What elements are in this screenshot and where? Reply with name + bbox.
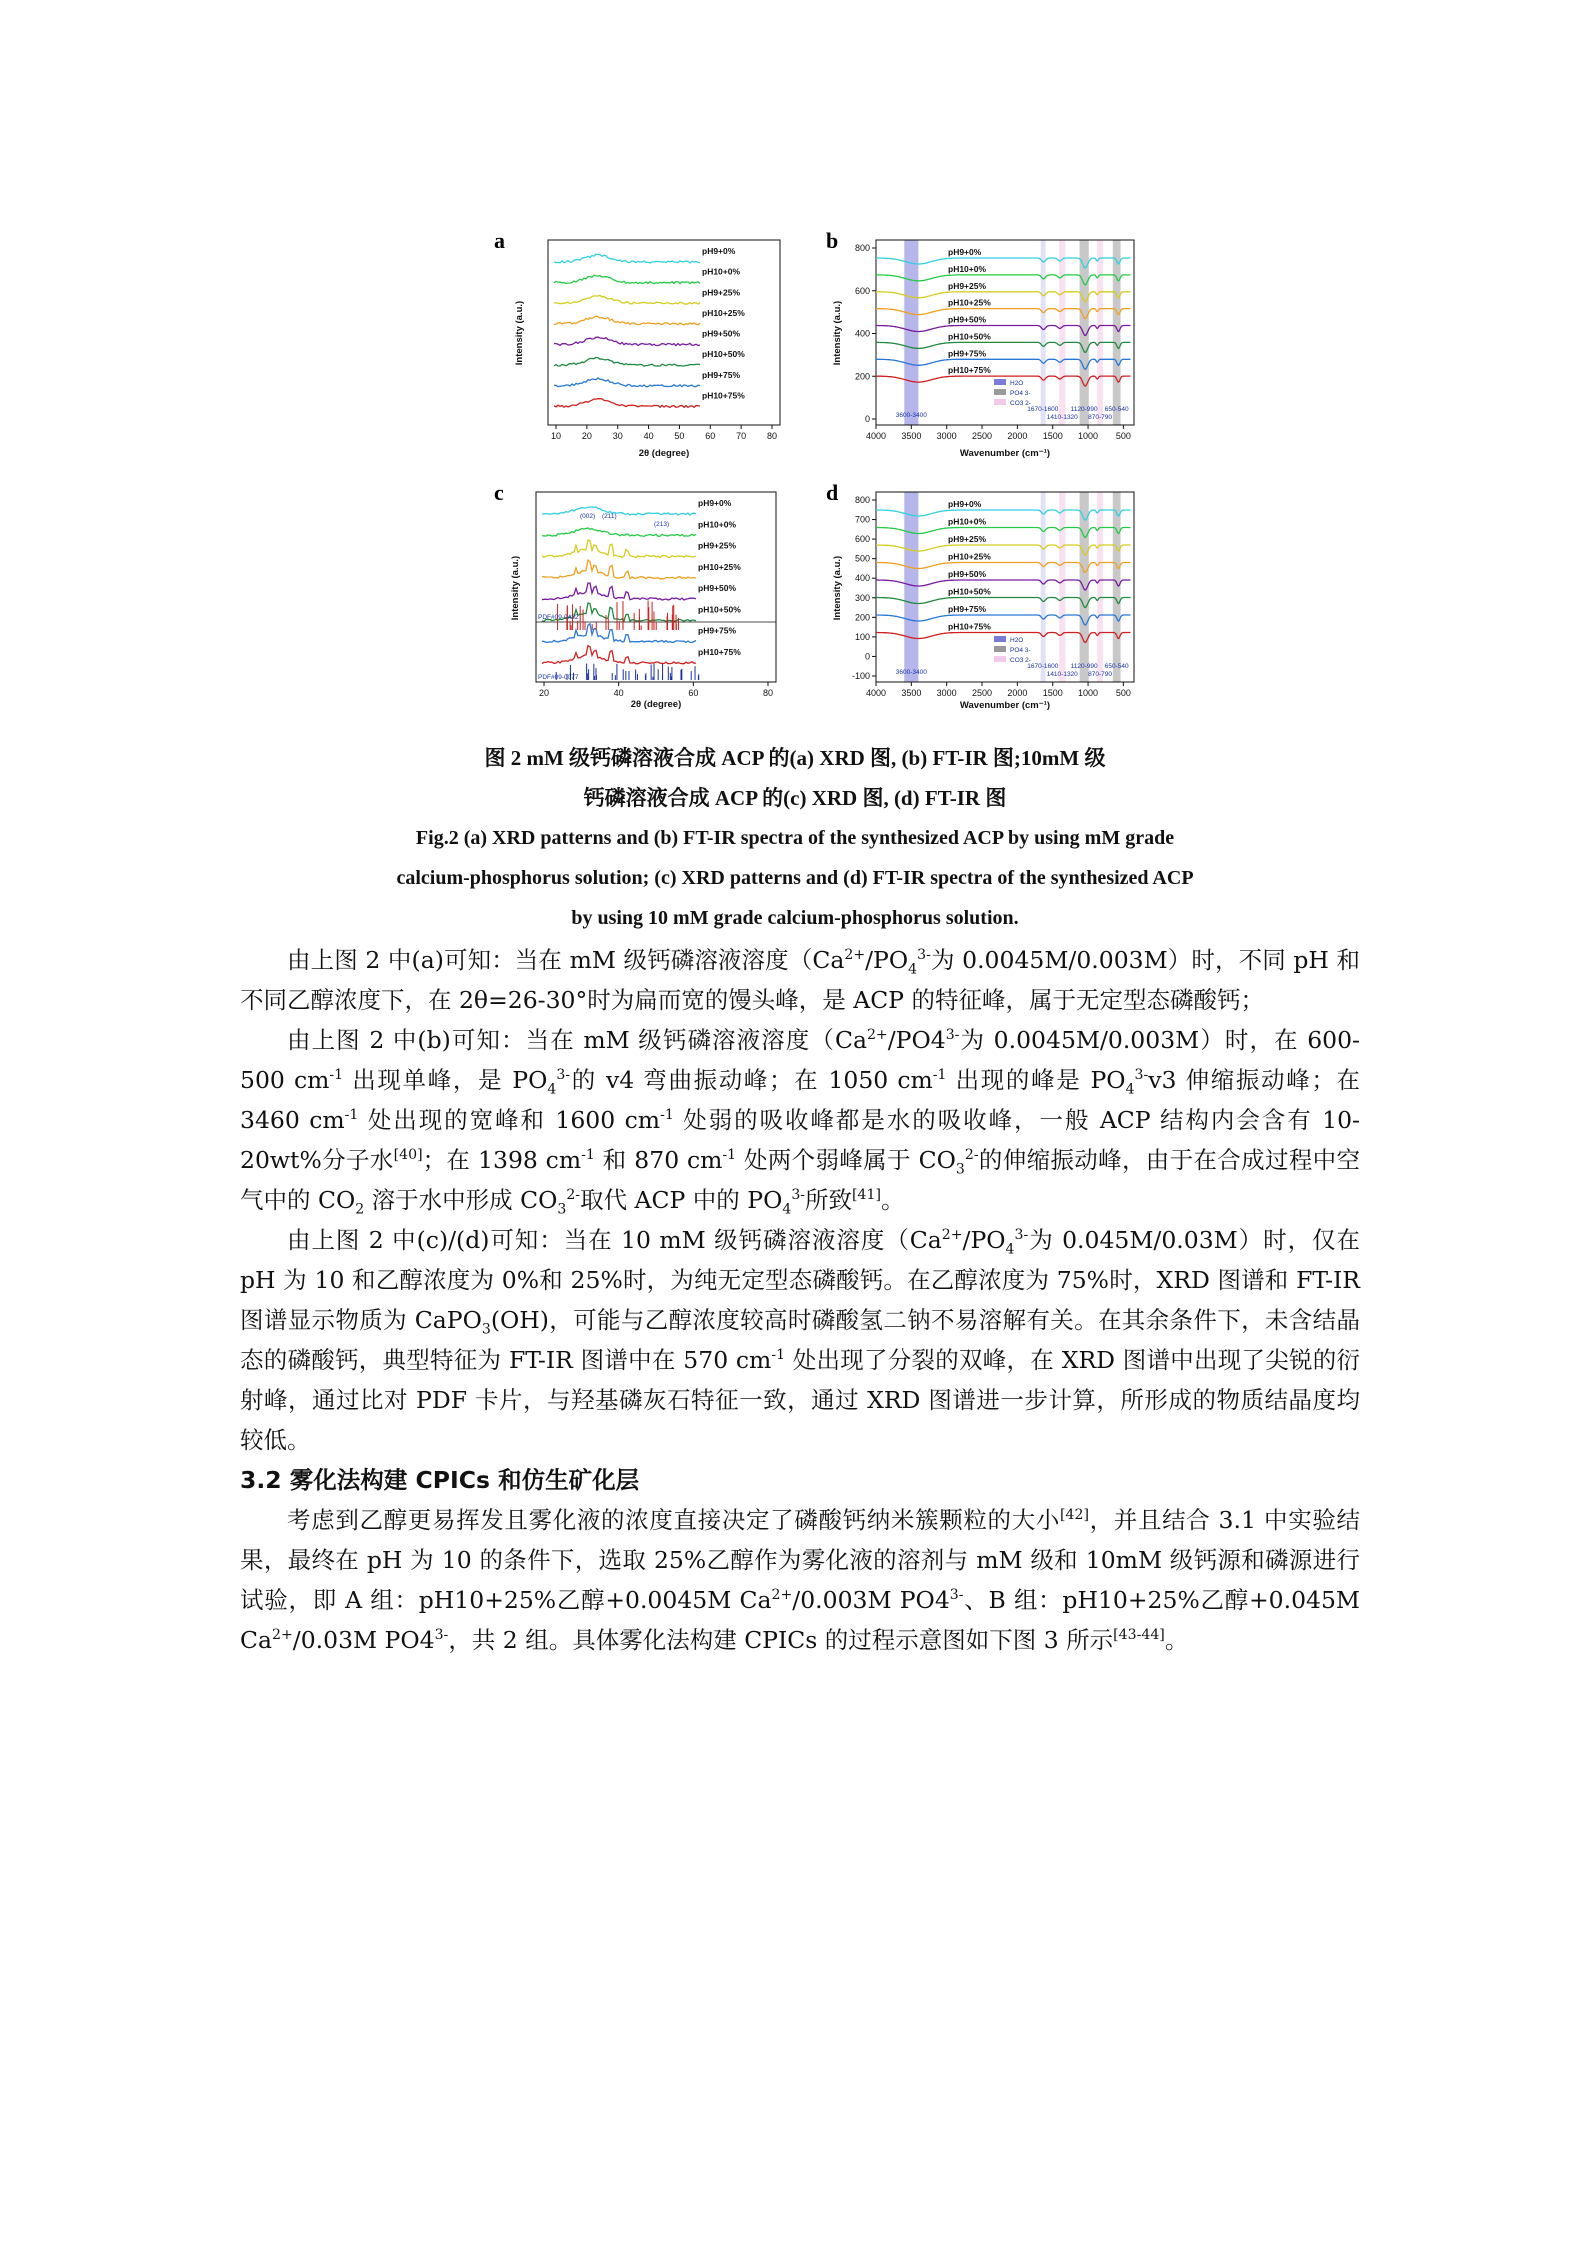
paragraph-xrd-mm: 由上图 2 中(a)可知：当在 mM 级钙磷溶液溶度（$Ca^{2+}/PO_4^{3-}$为 0.0045M/0.003M）时，不同 pH 和不同乙醇浓度下，在 2θ=26-30°时为扁而宽的馒头峰，是 ACP 的特征峰，属于无定型态磷酸钙； [240,946,1361,1014]
y-tick-label: 100 [854,631,870,642]
x-tick-label: 20 [581,431,592,441]
y-tick-label: 300 [854,592,870,603]
panel-a-plot [488,228,808,463]
xrd-curve-7 [554,378,700,387]
x-axis-label: 2θ (degree) [630,699,682,710]
band-label: 1410-1320 [1046,414,1078,421]
band-label: 1120-990 [1070,406,1098,413]
legend [994,636,1031,664]
xrd-curve-2 [542,528,696,536]
series-label: pH10+75% [698,646,741,657]
legend-swatch [994,636,1006,642]
x-tick-label: 2500 [972,688,993,698]
series-label: pH10+75% [948,621,991,632]
peak-label: (213) [654,521,670,528]
xrd-curve-6 [554,357,700,366]
x-tick-label: 500 [1115,431,1131,441]
caption-en-line3: by using 10 mM grade calcium-phosphorus solution. [571,907,1019,929]
series-label: pH10+50% [702,349,745,360]
series-label: pH9+25% [948,280,987,291]
band-label: 650-540 [1104,406,1129,413]
x-tick-label: 4000 [865,688,887,698]
x-tick-label: 40 [613,688,624,698]
series-label: pH9+0% [702,246,736,256]
legend-label: PO4 3- [1010,390,1031,397]
y-tick-label: 800 [854,243,870,253]
series-labels [698,498,741,657]
x-tick-label: 3500 [901,688,922,698]
legend-swatch [994,379,1006,385]
absorption-band [1113,240,1121,425]
absorption-band [904,492,918,682]
y-tick-label: 0 [864,414,870,424]
series-label: pH10+50% [698,604,741,615]
absorption-band [1113,492,1121,682]
y-tick-label: 600 [854,285,870,296]
pdf-label: PDF#09-0432 [538,614,579,621]
x-axis-label: 2θ (degree) [638,448,690,459]
series-label: pH9+50% [948,569,987,579]
series-label: pH10+0% [948,516,987,527]
series-label: pH10+0% [948,263,987,274]
x-tick-label: 60 [705,431,716,441]
y-tick-label: 200 [854,371,870,382]
x-tick-label: 50 [674,431,685,441]
series-label: pH9+25% [702,287,741,298]
panel-d [820,480,1140,715]
xrd-curve-8 [542,646,696,664]
legend-label: PO4 3- [1010,647,1031,654]
x-tick-label: 1000 [1078,431,1099,441]
absorption-band [904,240,918,425]
x-tick-label: 20 [538,688,550,698]
series-label: pH10+25% [948,297,991,308]
panel-letter: c [494,480,504,505]
y-tick-label: 400 [854,328,870,339]
legend-label: CO3 2- [1010,400,1031,407]
band-label: 870-790 [1088,671,1113,678]
x-axis-label: Wavenumber (cm⁻¹) [959,448,1051,459]
x-tick-label: 4000 [865,431,887,441]
band-labels [896,663,1129,678]
caption-zh-line1: 图 2 mM 级钙磷溶液合成 ACP 的(a) XRD 图, (b) FT-IR 图;10mM 级 [484,746,1106,770]
y-axis-label: Intensity (a.u.) [514,300,525,366]
legend-label: H2O [1010,380,1024,387]
x-tick-label: 3000 [936,431,957,441]
legend-swatch [994,389,1006,395]
panel-letter: d [826,480,839,505]
xrd-curve-4 [542,560,696,579]
legend [994,379,1031,407]
series-label: pH10+25% [702,307,745,318]
section-heading: 3.2 雾化法构建 CPICs 和仿生矿化层 [240,1466,640,1494]
absorption-band [1097,492,1103,682]
y-axis-label: Intensity (a.u.) [510,555,521,621]
xrd-curve-5 [554,337,700,346]
citation: [43-44] [1113,1627,1165,1644]
caption-en-line1: Fig.2 (a) XRD patterns and (b) FT-IR spectra of the synthesized ACP by using mM grade [415,827,1175,849]
body-text [240,940,1360,1660]
x-tick-label: 2000 [1007,688,1028,698]
xrd-curves [554,254,700,407]
series-labels [948,499,991,632]
band-labels [896,406,1129,421]
series-label: pH10+50% [948,331,991,342]
series-label: pH9+25% [698,540,737,551]
xrd-curve-3 [542,540,696,557]
x-tick-label: 3000 [936,688,957,698]
y-tick-label: 700 [854,514,870,525]
xrd-curve-4 [554,316,700,325]
series-label: pH10+75% [702,390,745,401]
y-tick-label: 800 [854,495,870,505]
absorption-band [1041,492,1046,682]
xrd-curve-2 [554,275,700,284]
caption-en-line2: calcium-phosphorus solution; (c) XRD patterns and (d) FT-IR spectra of the synthesized ACP [396,867,1194,889]
paragraph-10mm: 由上图 2 中(c)/(d)可知：当在 10 mM 级钙磷溶液溶度（$Ca^{2+}/PO_4^{3-}$为 0.045M/0.03M）时，仅在 pH 为 10 和乙醇浓度为 0%和 25%时，为纯无定型态磷酸钙。在乙醇浓度为 75%时，XRD 图谱和 FT-IR 图谱显示物质为 CaPO$_3$(OH)，可能与乙醇浓度较高时磷酸氢二钠不易溶解有关。在其余条件下，未含结晶态的磷酸钙，典型特征为 FT-IR 图谱中在 570 $cm^{-1}$ 处出现了分裂的双峰，在 XRD 图谱中出现了尖锐的衍射峰，通过比对 PDF 卡片，与羟基磷灰石特征一致，通过 XRD 图谱进一步计算，所形成的物质结晶度均较低。 [240,1226,1360,1454]
x-tick-label: 1000 [1078,688,1099,698]
y-tick-label: 400 [854,573,870,584]
paragraph-ftir-mm: 由上图 2 中(b)可知：当在 mM 级钙磷溶液溶度（$Ca^{2+}/PO4^{3-}$为 0.0045M/0.003M）时，在 600-500 $cm^{-1}$ 出现单峰，是 $PO_4^{3-}$的 v4 弯曲振动峰；在 1050 $cm^{-1}$ 出现的峰是 $PO_4^{3-}v3$ 伸缩振动峰；在 3460 $cm^{-1}$ 处出现的宽峰和 1600 $cm^{-1}$ 处弱的吸收峰都是水的吸收峰，一般 ACP 结构内会含有 10-20wt%分子水[40]；在 1398 $cm^{-1}$ 和 870 $cm^{-1}$ 处两个弱峰属于 $CO_3^{2-}$的伸缩振动峰，由于在合成过程中空气中的 $CO_2$ 溶于水中形成 $CO_3^{2-}$取代 ACP 中的 $PO_4^{3-}$所致[41]。 [240,1026,1360,1218]
x-tick-label: 30 [612,431,623,441]
y-tick-label: 500 [854,553,870,564]
y-tick-label: -100 [851,671,870,681]
series-label: pH9+0% [948,499,982,509]
legend-label: H2O [1010,637,1024,644]
series-label: pH9+25% [948,534,987,544]
pdf-label: PDF#09-0077 [538,674,579,681]
x-tick-labels [551,425,777,441]
x-tick-label: 80 [766,431,778,441]
legend-swatch [994,646,1006,652]
x-tick-labels [539,682,773,698]
y-tick-label: 200 [854,612,870,623]
x-axis-label: Wavenumber (cm⁻¹) [959,700,1051,711]
band-label: 1120-990 [1070,663,1098,670]
panel-c [488,480,808,715]
y-axis-label: Intensity (a.u.) [832,300,843,366]
xrd-curve-8 [554,399,700,408]
panel-letter: b [826,228,839,253]
x-tick-label: 70 [736,431,747,441]
series-label: pH10+75% [948,365,991,376]
series-label: pH9+75% [948,604,987,614]
legend-swatch [994,656,1006,662]
band-label: 3600-3400 [895,412,927,419]
series-label: pH9+0% [948,247,982,257]
x-tick-label: 3500 [901,431,922,441]
panel-b-plot [820,228,1140,463]
panel-letter: a [494,228,505,253]
absorption-band [1041,240,1046,425]
absorption-band [1097,240,1103,425]
paragraph-atomization: 考虑到乙醇更易挥发且雾化液的浓度直接决定了磷酸钙纳米簇颗粒的大小[42]，并且结合 3.1 中实验结果，最终在 pH 为 10 的条件下，选取 25%乙醇作为雾化液的溶剂与 mM 级和 10mM 级钙源和磷源进行试验，即 A 组：pH10+25%乙醇+0.0045M $Ca^{2+}/0.003M$ $PO4^{3-}$、B 组：pH10+25%乙醇+0.045M $Ca^{2+}/0.03M$ $PO4^{3-}$，共 2 组。具体雾化法构建 CPICs 的过程示意图如下图 3 所示[43-44]。 [240,1506,1361,1654]
x-tick-label: 1500 [1042,431,1063,441]
panel-d-plot [820,480,1140,715]
absorption-band [1059,240,1065,425]
xrd-curve-3 [554,295,700,304]
series-label: pH10+0% [702,266,741,277]
y-tick-label: 0 [864,651,870,662]
legend-swatch [994,399,1006,405]
band-shading [904,240,1120,425]
citation: [42] [1060,1507,1089,1524]
x-tick-label: 60 [688,688,699,698]
xrd-curves [542,507,696,664]
xrd-curve-5 [542,583,696,600]
band-label: 870-790 [1088,414,1113,421]
caption-zh-line2: 钙磷溶液合成 ACP 的(c) XRD 图, (d) FT-IR 图 [583,786,1007,810]
panel-a [488,228,808,463]
y-tick-label: 600 [854,534,870,545]
peak-label: (211) [602,513,617,520]
series-label: pH9+50% [948,314,987,325]
citation: [41] [852,1187,881,1204]
peak-label: (002) [580,513,596,520]
band-label: 1670-1600 [1027,406,1059,413]
band-label: 1670-1600 [1027,663,1059,670]
band-label: 1410-1320 [1046,671,1078,678]
xrd-curve-1 [554,254,700,263]
band-label: 650-540 [1104,663,1129,670]
xrd-curve-1 [542,507,696,515]
absorption-band [1059,492,1065,682]
x-tick-label: 80 [762,688,774,698]
x-tick-labels [866,425,1131,441]
series-label: pH10+50% [948,586,991,597]
y-tick-labels [855,243,876,424]
legend-label: CO3 2- [1010,657,1031,664]
x-tick-label: 2000 [1007,431,1028,441]
x-tick-labels [866,682,1131,698]
series-label: pH9+75% [702,369,741,380]
series-label: pH9+50% [702,328,741,339]
series-label: pH10+0% [698,519,737,530]
y-tick-labels [852,495,876,681]
series-labels [948,247,991,375]
citation: [40] [393,1147,423,1164]
band-label: 3600-3400 [895,669,927,676]
series-label: pH9+75% [698,625,737,636]
series-label: pH9+50% [698,583,737,593]
figure-caption [240,738,1350,938]
series-label: pH9+75% [948,348,987,359]
series-label: pH9+0% [698,498,732,508]
series-label: pH10+25% [698,561,741,572]
x-tick-label: 10 [550,431,562,441]
panel-b [820,228,1140,463]
y-axis-label: Intensity (a.u.) [832,555,843,621]
series-label: pH10+25% [948,551,991,562]
panel-c-plot [488,480,808,715]
series-labels [702,246,745,400]
x-tick-label: 40 [643,431,654,441]
x-tick-label: 500 [1115,688,1131,698]
x-tick-label: 2500 [972,431,993,441]
x-tick-label: 1500 [1042,688,1063,698]
